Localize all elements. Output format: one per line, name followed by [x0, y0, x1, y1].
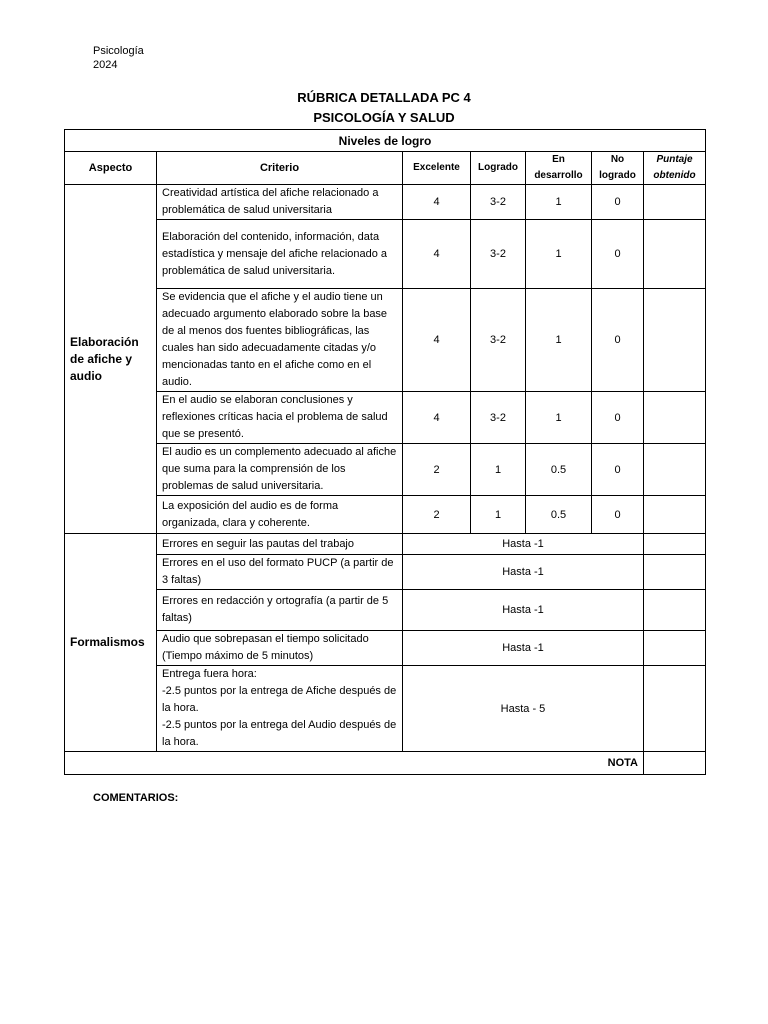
table-row [65, 590, 706, 631]
en-desarrollo-cell: 1 [526, 220, 592, 289]
criterio-cell: Errores en redacción y ortografía (a partir de 5 faltas) [157, 590, 403, 631]
nota-label: NOTA [65, 752, 644, 775]
table-row [65, 555, 706, 590]
logrado-cell: 3-2 [471, 289, 526, 392]
criterio-cell: Se evidencia que el afiche y el audio tiene un adecuado argumento elaborado sobre la base de al menos dos fuentes bibliográficas, las cuales han sido adecuadamente citadas y/o mencionadas tanto en el afiche como en el audio. [157, 289, 403, 392]
table-row [65, 534, 706, 555]
valor-cell: Hasta - 5 [403, 666, 644, 752]
table-row [65, 185, 706, 220]
page-subtitle: PSICOLOGÍA Y SALUD [313, 110, 455, 125]
puntaje-cell[interactable] [644, 289, 706, 392]
puntaje-cell[interactable] [644, 555, 706, 590]
criterio-line: Entrega fuera hora: [162, 668, 257, 680]
logrado-cell: 1 [471, 444, 526, 496]
no-logrado-cell: 0 [592, 289, 644, 392]
comments-label: COMENTARIOS: [93, 792, 179, 804]
logrado-cell: 1 [471, 496, 526, 534]
puntaje-cell[interactable] [644, 590, 706, 631]
logrado-cell: 3-2 [471, 185, 526, 220]
nota-row [65, 752, 706, 775]
logrado-cell: 3-2 [471, 392, 526, 444]
table-row [65, 392, 706, 444]
criterio-cell: El audio es un complemento adecuado al afiche que suma para la comprensión de los problemas de salud universitaria. [157, 444, 403, 496]
header-subject: Psicología [93, 45, 144, 57]
excelente-cell: 4 [403, 185, 471, 220]
col-header-aspecto: Aspecto [65, 152, 157, 185]
table-header-row [65, 152, 706, 185]
col-header-no-logrado: No logrado [592, 152, 644, 185]
no-logrado-cell: 0 [592, 444, 644, 496]
nota-value-cell[interactable] [644, 752, 706, 775]
col-header-en-desarrollo: En desarrollo [526, 152, 592, 185]
en-desarrollo-cell: 1 [526, 289, 592, 392]
aspect-elaboracion: Elaboración de afiche y audio [65, 185, 157, 534]
col-header-criterio: Criterio [157, 152, 403, 185]
table-header-row-levels [65, 130, 706, 152]
page-title: RÚBRICA DETALLADA PC 4 [297, 90, 471, 105]
excelente-cell: 4 [403, 289, 471, 392]
criterio-line: -2.5 puntos por la entrega del Audio después de la hora. [162, 719, 397, 748]
puntaje-cell[interactable] [644, 220, 706, 289]
en-desarrollo-cell: 0.5 [526, 496, 592, 534]
puntaje-cell[interactable] [644, 534, 706, 555]
criterio-cell: En el audio se elaboran conclusiones y reflexiones críticas hacia el problema de salud que se presentó. [157, 392, 403, 444]
rubric-table [64, 129, 706, 775]
col-header-logrado: Logrado [471, 152, 526, 185]
criterio-cell: Elaboración del contenido, información, data estadística y mensaje del afiche relacionado a problemática de salud universitaria. [157, 220, 403, 289]
no-logrado-cell: 0 [592, 392, 644, 444]
criterio-cell: La exposición del audio es de forma organizada, clara y coherente. [157, 496, 403, 534]
header-year: 2024 [93, 59, 118, 71]
criterio-cell: Errores en el uso del formato PUCP (a partir de 3 faltas) [157, 555, 403, 590]
niveles-de-logro-header: Niveles de logro [65, 130, 706, 152]
col-header-puntaje: Puntaje obtenido [644, 152, 706, 185]
excelente-cell: 2 [403, 444, 471, 496]
table-row [65, 631, 706, 666]
valor-cell: Hasta -1 [403, 631, 644, 666]
col-header-excelente: Excelente [403, 152, 471, 185]
criterio-cell [157, 666, 403, 752]
en-desarrollo-cell: 1 [526, 392, 592, 444]
document-header [93, 44, 144, 72]
excelente-cell: 2 [403, 496, 471, 534]
table-row [65, 220, 706, 289]
table-row [65, 289, 706, 392]
no-logrado-cell: 0 [592, 185, 644, 220]
valor-cell: Hasta -1 [403, 590, 644, 631]
puntaje-cell[interactable] [644, 185, 706, 220]
puntaje-cell[interactable] [644, 666, 706, 752]
table-row [65, 496, 706, 534]
excelente-cell: 4 [403, 392, 471, 444]
criterio-cell: Creatividad artística del afiche relacionado a problemática de salud universitaria [157, 185, 403, 220]
excelente-cell: 4 [403, 220, 471, 289]
en-desarrollo-cell: 1 [526, 185, 592, 220]
no-logrado-cell: 0 [592, 496, 644, 534]
puntaje-cell[interactable] [644, 444, 706, 496]
criterio-cell: Audio que sobrepasan el tiempo solicitado (Tiempo máximo de 5 minutos) [157, 631, 403, 666]
puntaje-cell[interactable] [644, 392, 706, 444]
table-row [65, 444, 706, 496]
valor-cell: Hasta -1 [403, 534, 644, 555]
criterio-cell: Errores en seguir las pautas del trabajo [157, 534, 403, 555]
aspect-formalismos: Formalismos [65, 534, 157, 752]
en-desarrollo-cell: 0.5 [526, 444, 592, 496]
table-row [65, 666, 706, 752]
logrado-cell: 3-2 [471, 220, 526, 289]
valor-cell: Hasta -1 [403, 555, 644, 590]
no-logrado-cell: 0 [592, 220, 644, 289]
puntaje-cell[interactable] [644, 496, 706, 534]
criterio-line: -2.5 puntos por la entrega de Afiche después de la hora. [162, 685, 397, 714]
puntaje-cell[interactable] [644, 631, 706, 666]
